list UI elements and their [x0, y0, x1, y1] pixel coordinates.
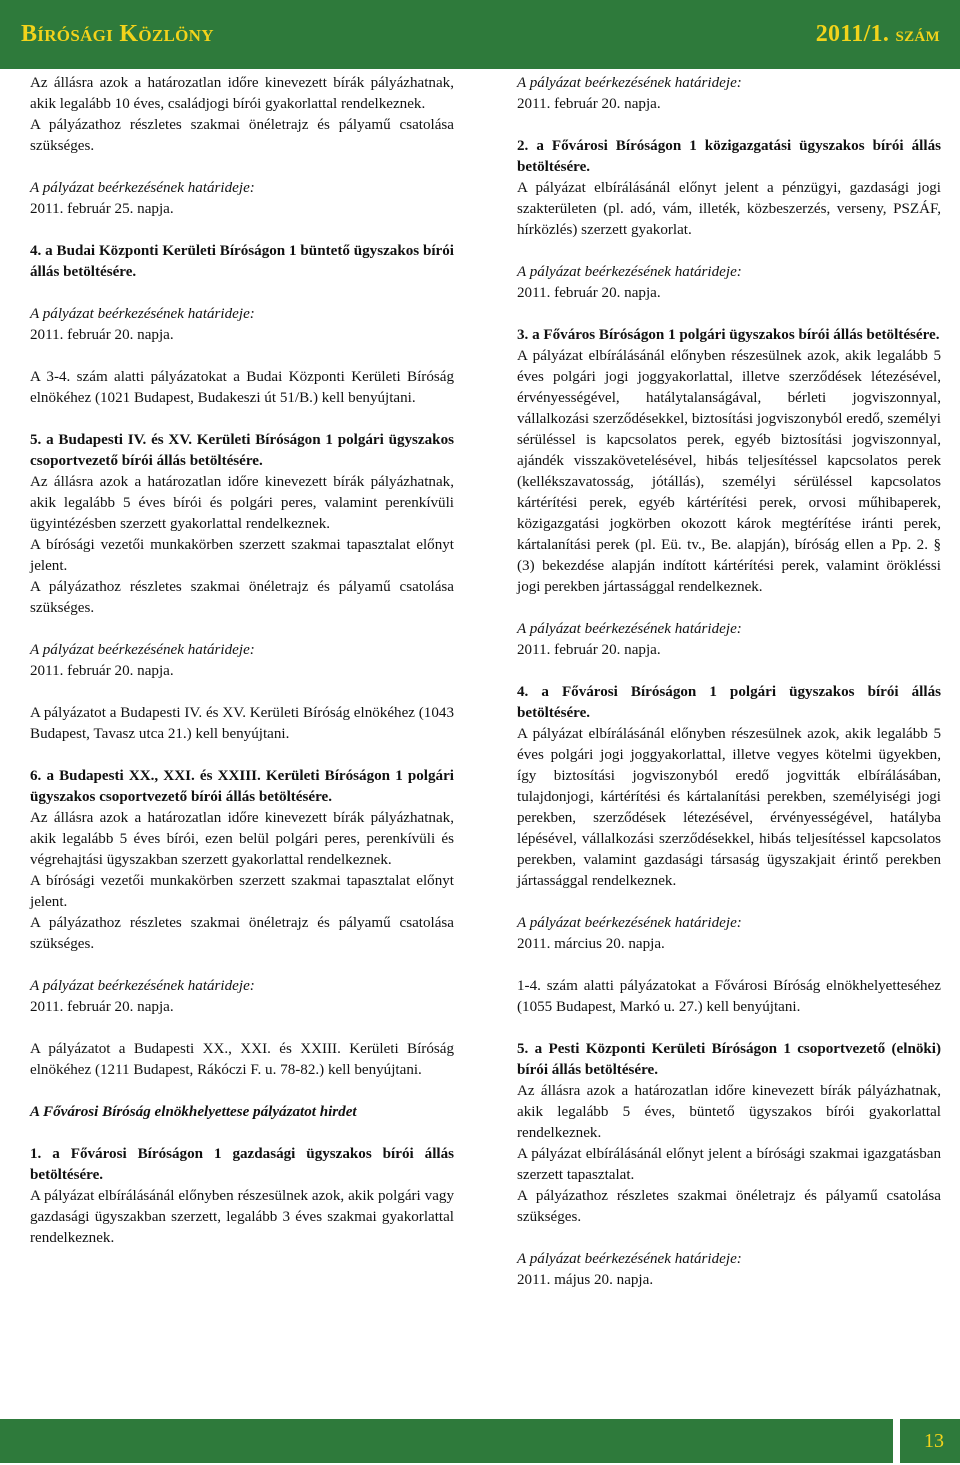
- paragraph: A bírósági vezetői munkakörben szerzett szakmai tapasztalat előnyt jelent.: [30, 537, 454, 574]
- spacer: [517, 241, 941, 262]
- left-column: [30, 73, 454, 1249]
- paragraph: A bírósági vezetői munkakörben szerzett szakmai tapasztalat előnyt jelent.: [30, 873, 454, 910]
- deadline-date: 2011. március 20. napja.: [517, 936, 665, 952]
- section-heading: 5. a Budapesti IV. és XV. Kerületi Bíróságon 1 polgári ügyszakos csoportvezető bírói állás betöltésére.: [30, 432, 454, 469]
- deadline-label: A pályázat beérkezésének határideje:: [30, 306, 255, 322]
- spacer: [30, 955, 454, 976]
- deadline-label: A pályázat beérkezésének határideje:: [517, 621, 742, 637]
- paragraph: A pályázathoz részletes szakmai önéletrajz és pályamű csatolása szükséges.: [517, 1188, 941, 1225]
- spacer: [30, 619, 454, 640]
- right-column: [517, 73, 941, 1291]
- paragraph: A pályázathoz részletes szakmai önéletrajz és pályamű csatolása szükséges.: [30, 117, 454, 154]
- deadline-date: 2011. február 20. napja.: [517, 285, 661, 301]
- paragraph: A pályázat elbírálásánál előnyben részesülnek azok, akik legalább 5 éves polgári jogi joggyakorlattal, illetve szerződések létezésével, érvényességével, hatálytalanságával, bérleti jogviszonnyal, vállalkozási szerződésekkel, biztosítási jogviszonyból eredő, személyi sérüléssel is kapcsolatos perek, egyéb biztosítási jogviszonnyal, ajándék visszakövetelésével, hibás teljesítéssel kapcsolatos perek (kellékszavatosság, jótállás), személyi sérüléssel kapcsolatos kártérítési perek, egyéb kártérítési perek, orvosi műhibaperek, közigazgatási jogkörben okozott károk megtérítése iránti perek, kártalanítási perek (pl. Eü. tv., Be. alapján), bíróság ellen a Pp. 2. § (3) bekezdése alapján indított kártérítési perek, valamint örökléssi jogi perekben jártassággal rendelkeznek.: [517, 348, 941, 595]
- footer-bar: [0, 1419, 893, 1463]
- deadline-label: A pályázat beérkezésének határideje:: [30, 180, 255, 196]
- spacer: [30, 1081, 454, 1102]
- paragraph: A pályázatot a Budapesti IV. és XV. Kerületi Bíróság elnökéhez (1043 Budapest, Tavasz utca 21.) kell benyújtani.: [30, 705, 454, 742]
- section-heading: 6. a Budapesti XX., XXI. és XXIII. Kerületi Bíróságon 1 polgári ügyszakos csoportvezető bírói állás betöltésére.: [30, 768, 454, 805]
- section-heading: 3. a Főváros Bíróságon 1 polgári ügyszakos bírói állás betöltésére.: [517, 327, 940, 343]
- paragraph: Az állásra azok a határozatlan időre kinevezett bírák pályázhatnak, akik legalább 5 éves bírói és polgári peres, valamint perenkívüli ügyintézésben szerzett gyakorlattal rendelkeznek.: [30, 474, 454, 532]
- spacer: [30, 283, 454, 304]
- section-heading: 4. a Fővárosi Bíróságon 1 polgári ügyszakos bírói állás betöltésére.: [517, 684, 941, 721]
- spacer: [30, 1018, 454, 1039]
- issue-number-value: 2011/1.: [815, 21, 890, 47]
- deadline-label: A pályázat beérkezésének határideje:: [517, 75, 742, 91]
- paragraph: A pályázat elbírálásánál előnyt jelent a bírósági szakmai igazgatásban szerzett tapasztalat.: [517, 1146, 941, 1183]
- spacer: [517, 115, 941, 136]
- spacer: [517, 304, 941, 325]
- issue-number-word: szám: [895, 21, 940, 46]
- deadline-label: A pályázat beérkezésének határideje:: [517, 1251, 742, 1267]
- paragraph: A pályázat elbírálásánál előnyben részesülnek azok, akik polgári vagy gazdasági ügyszakban szerzett, legalább 3 éves szakmai gyakorlattal rendelkeznek.: [30, 1188, 454, 1246]
- section-heading: 1. a Fővárosi Bíróságon 1 gazdasági ügyszakos bírói állás betöltésére.: [30, 1146, 454, 1183]
- spacer: [30, 745, 454, 766]
- deadline-date: 2011. február 20. napja.: [517, 96, 661, 112]
- spacer: [517, 598, 941, 619]
- section-heading: 2. a Fővárosi Bíróságon 1 közigazgatási ügyszakos bírói állás betöltésére.: [517, 138, 941, 175]
- deadline-date: 2011. február 20. napja.: [30, 327, 174, 343]
- paragraph: Az állásra azok a határozatlan időre kinevezett bírák pályázhatnak, akik legalább 5 éves, büntető ügyszakos bírói gyakorlattal rendelkeznek.: [517, 1083, 941, 1141]
- deadline-label: A pályázat beérkezésének határideje:: [30, 978, 255, 994]
- spacer: [30, 1123, 454, 1144]
- spacer: [30, 682, 454, 703]
- paragraph: A pályázat elbírálásánál előnyben részesülnek azok, akik legalább 5 éves polgári jogi joggyakorlattal, illetve vegyes kötelmi ügyekben, így biztosítási jogviszonyból eredő jogvitták elbírálásában, tulajdonjogi, kártérítési és kártalanítási perekben, személyiségi jogi perekben, szerződések létezésével, érvényességével, hatályba lépésével, vállalkozási szerződésekkel, hibás teljesítéssel kapcsolatos perekben, valamint gazdasági társaság ügyszakjait érintő perekben jártassággal rendelkeznek.: [517, 726, 941, 889]
- announcement-heading: A Fővárosi Bíróság elnökhelyettese pályázatot hirdet: [30, 1104, 357, 1120]
- spacer: [517, 1018, 941, 1039]
- deadline-label: A pályázat beérkezésének határideje:: [30, 642, 255, 658]
- deadline-date: 2011. február 20. napja.: [30, 663, 174, 679]
- paragraph: A pályázathoz részletes szakmai önéletrajz és pályamű csatolása szükséges.: [30, 579, 454, 616]
- page-number-box: [900, 1419, 960, 1463]
- paragraph: A 3-4. szám alatti pályázatokat a Budai Központi Kerületi Bíróság elnökéhez (1021 Budapest, Budakeszi út 51/B.) kell benyújtani.: [30, 369, 454, 406]
- page-header: [0, 0, 960, 69]
- publication-title: Bírósági Közlöny: [21, 21, 214, 47]
- section-heading: 4. a Budai Központi Kerületi Bíróságon 1 büntető ügyszakos bírói állás betöltésére.: [30, 243, 454, 280]
- spacer: [517, 892, 941, 913]
- page-number: 13: [924, 1430, 944, 1452]
- deadline-date: 2011. május 20. napja.: [517, 1272, 654, 1288]
- paragraph: A pályázat elbírálásánál előnyt jelent a pénzügyi, gazdasági jogi szakterületen (pl. adó, vám, illeték, közbeszerzés, verseny, PSZÁF, hírközlés) szerzett gyakorlat.: [517, 180, 941, 238]
- paragraph: A pályázatot a Budapesti XX., XXI. és XXIII. Kerületi Bíróság elnökéhez (1211 Budapest, Rákóczi F. u. 78-82.) kell benyújtani.: [30, 1041, 454, 1078]
- paragraph: A pályázathoz részletes szakmai önéletrajz és pályamű csatolása szükséges.: [30, 915, 454, 952]
- spacer: [30, 220, 454, 241]
- deadline-date: 2011. február 20. napja.: [30, 999, 174, 1015]
- deadline-date: 2011. február 20. napja.: [517, 642, 661, 658]
- deadline-label: A pályázat beérkezésének határideje:: [517, 264, 742, 280]
- spacer: [30, 346, 454, 367]
- spacer: [30, 409, 454, 430]
- paragraph: 1-4. szám alatti pályázatokat a Fővárosi Bíróság elnökhelyetteséhez (1055 Budapest, Markó u. 27.) kell benyújtani.: [517, 978, 941, 1015]
- spacer: [517, 1228, 941, 1249]
- spacer: [517, 955, 941, 976]
- issue-number: [816, 21, 940, 48]
- spacer: [30, 157, 454, 178]
- deadline-label: A pályázat beérkezésének határideje:: [517, 915, 742, 931]
- spacer: [517, 661, 941, 682]
- paragraph: Az állásra azok a határozatlan időre kinevezett bírák pályázhatnak, akik legalább 10 éves, családjogi bírói gyakorlattal rendelkeznek.: [30, 75, 454, 112]
- section-heading: 5. a Pesti Központi Kerületi Bíróságon 1 csoportvezető (elnöki) bírói állás betöltésére.: [517, 1041, 941, 1078]
- paragraph: Az állásra azok a határozatlan időre kinevezett bírák pályázhatnak, akik legalább 5 éves bírói, ezen belül polgári peres, perenkívüli és végrehajtási ügyszakban szerzett gyakorlattal rendelkeznek.: [30, 810, 454, 868]
- deadline-date: 2011. február 25. napja.: [30, 201, 174, 217]
